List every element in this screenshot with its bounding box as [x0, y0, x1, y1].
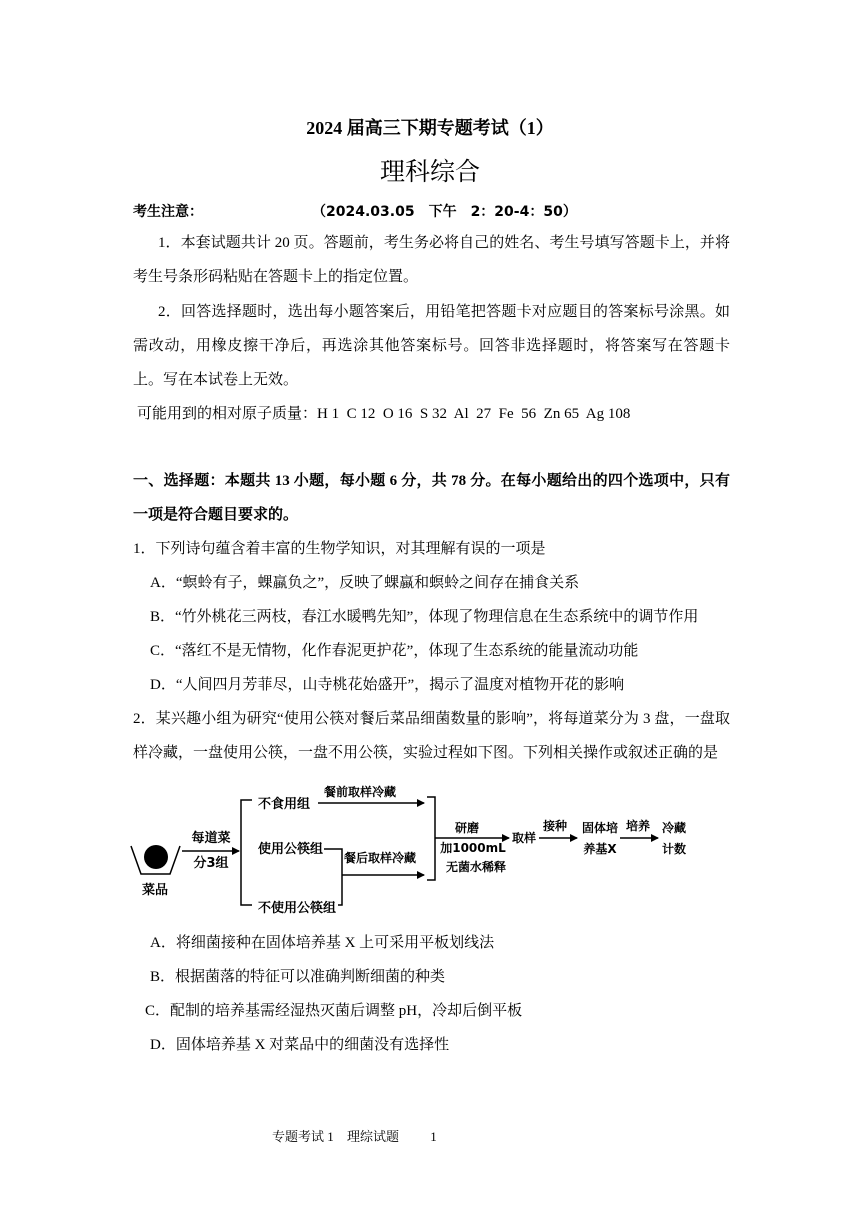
- page-footer: [272, 1128, 437, 1146]
- experiment-flow-diagram: [0, 770, 860, 920]
- section-title: 一、选择题：本题共 13 小题，每小题 6 分，共 78 分。在每小题给出的四个选项中，只有一项是符合题目要求的。: [133, 473, 730, 523]
- result-label-2: 计数: [661, 842, 687, 856]
- instruction-2: 2．回答选择题时，选出每小题答案后，用铅笔把答题卡对应题目的答案标号涂黑。如需改动，用橡皮擦干净后，再选涂其他答案标号。回答非选择题时，将答案写在答题卡上。写在本试卷上无效。: [133, 304, 730, 388]
- group-no-serving-chopsticks: 不使用公筷组: [258, 901, 337, 916]
- footer-paper: 理综试题: [347, 1129, 400, 1144]
- group-serving-chopsticks: 使用公筷组: [258, 842, 324, 857]
- question-1-option-c: C．“落红不是无情物，化作春泥更护花”，体现了生态系统的能量流动功能: [150, 643, 639, 659]
- atomic-masses: 可能用到的相对原子质量：H 1 C 12 O 16 S 32 Al 27 Fe 56 Zn 65 Ag 108: [137, 406, 631, 422]
- before-meal-label: 餐前取样冷藏: [323, 785, 397, 799]
- dilute-label-2: 无菌水稀释: [445, 860, 507, 874]
- question-1-stem: 1．下列诗句蕴含着丰富的生物学知识，对其理解有误的一项是: [133, 541, 546, 557]
- question-2-option-c: C．配制的培养基需经湿热灭菌后调整 pH，冷却后倒平板: [145, 1003, 523, 1019]
- question-1-option-d: D．“人间四月芳菲尽，山寺桃花始盛开”，揭示了温度对植物开花的影响: [150, 677, 625, 693]
- question-2-option-b: B．根据菌落的特征可以准确判断细菌的种类: [150, 969, 446, 985]
- merge-bracket: [427, 797, 435, 880]
- after-meal-label: 餐后取样冷藏: [343, 851, 417, 865]
- dilute-label-1: 加1000mL: [440, 841, 506, 855]
- culture-label: 培养: [625, 819, 651, 833]
- question-2-option-a: A．将细菌接种在固体培养基 X 上可采用平板划线法: [150, 935, 495, 951]
- group-no-eat: 不食用组: [258, 797, 311, 812]
- result-label-1: 冷藏: [661, 821, 687, 835]
- medium-label-2: 养基X: [583, 842, 617, 856]
- exam-title: 2024 届高三下期专题考试（1）: [306, 118, 554, 138]
- medium-label-1: 固体培: [581, 821, 619, 835]
- dish-food: [144, 845, 168, 869]
- subject-title: 理科综合: [379, 157, 480, 186]
- notice-line: [133, 195, 733, 229]
- exam-time: （2024.03.05 下午 2：20-4：50）: [312, 204, 577, 220]
- question-1-option-a: A．“螟蛉有子，蜾蠃负之”，反映了蜾蠃和螟蛉之间存在捕食关系: [150, 575, 580, 591]
- question-2-stem: 2．某兴趣小组为研究“使用公筷对餐后菜品细菌数量的影响”，将每道菜分为 3 盘，一盘取样冷藏，一盘使用公筷，一盘不用公筷，实验过程如下图。下列相关操作或叙述正确的是: [133, 711, 730, 761]
- notice-label: 考生注意：: [133, 204, 203, 220]
- inoculate-label: 接种: [542, 819, 568, 833]
- after-meal-connector: [324, 849, 342, 905]
- instruction-1: 1．本套试题共计 20 页。答题前，考生务必将自己的姓名、考生号填写答题卡上，并将考生号条形码粘贴在答题卡上的指定位置。: [133, 235, 730, 285]
- footer-exam: 专题考试 1: [272, 1129, 334, 1144]
- grind-label: 研磨: [454, 821, 480, 835]
- split-label-top: 每道菜: [191, 831, 231, 846]
- question-2-option-d: D．固体培养基 X 对菜品中的细菌没有选择性: [150, 1037, 450, 1053]
- group-bracket: [241, 800, 252, 905]
- sample-label: 取样: [512, 831, 537, 845]
- question-1-option-b: B．“竹外桃花三两枝，春江水暖鸭先知”，体现了物理信息在生态系统中的调节作用: [150, 609, 699, 625]
- split-label-bottom: 分3组: [193, 856, 229, 871]
- dish-label: 菜品: [141, 883, 169, 898]
- footer-page-number: 1: [430, 1129, 437, 1144]
